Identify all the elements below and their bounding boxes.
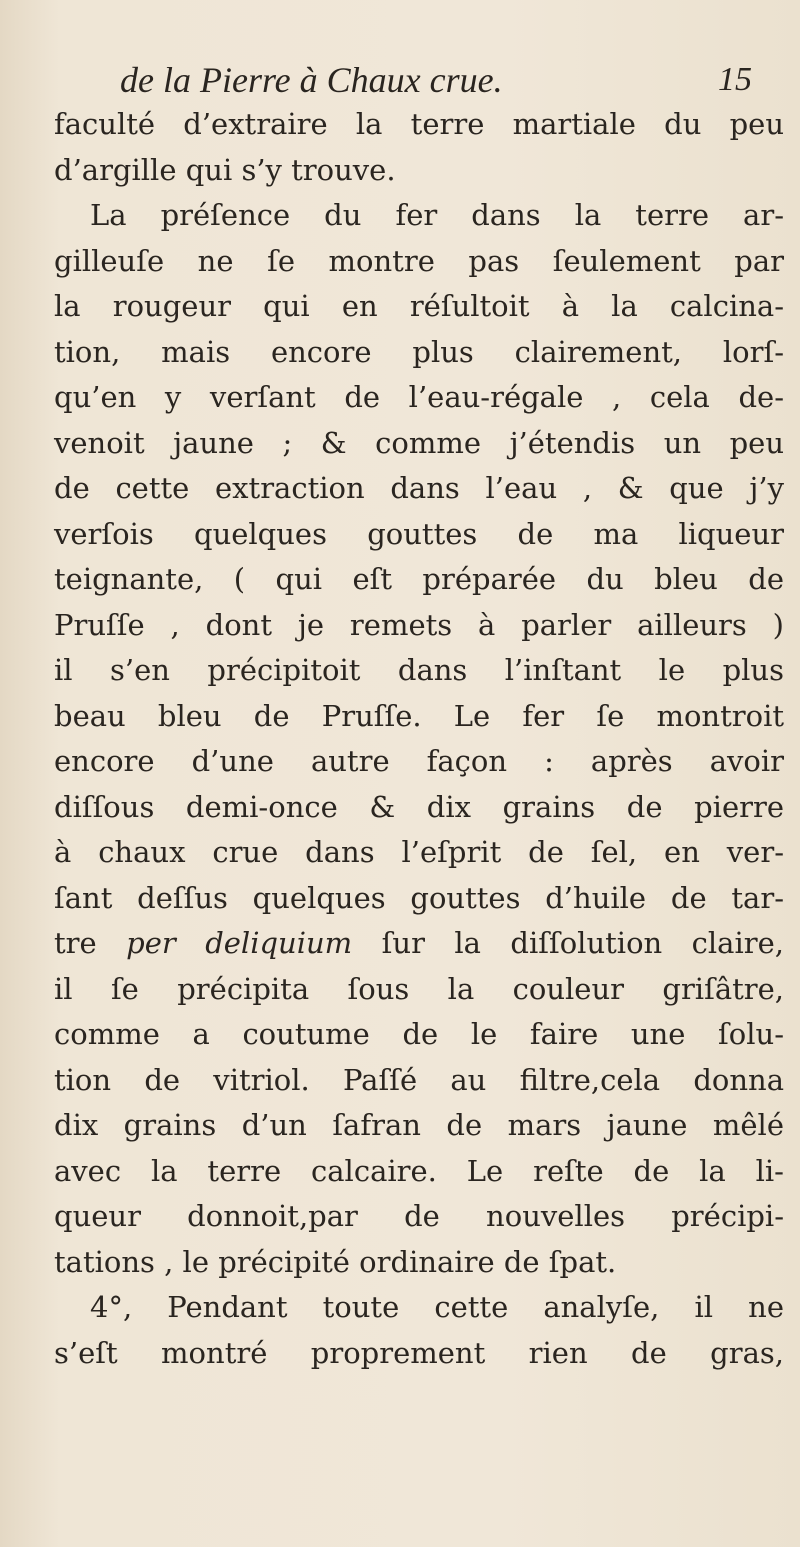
text-line: tion, mais encore plus clairement, lorſ-: [54, 334, 784, 369]
text-line: diſſous demi-once & dix grains de pierre: [54, 789, 784, 824]
text-line: encore d’une autre façon : après avoir: [54, 744, 784, 778]
text-line: queur donnoit,par de nouvelles précipi-: [54, 1199, 784, 1233]
text-line: tations , le précipité ordinaire de ſpat.: [54, 1244, 617, 1279]
text-line: dix grains d’un ſafran de mars jaune mêlé: [54, 1108, 784, 1142]
text-line: 4°, Pendant toute cette analyſe, il ne: [90, 1290, 784, 1324]
text-line: Pruſſe , dont je remets à parler ailleurs ): [54, 607, 784, 642]
text-line: beau bleu de Pruſſe. Le fer ſe montroit: [54, 698, 784, 733]
text-line: La préſence du fer dans la terre ar-: [90, 198, 784, 232]
text-line: d’argille qui s’y trouve.: [54, 152, 396, 187]
text-line: gilleuſe ne ſe montre pas ſeulement par: [54, 243, 784, 278]
running-title: de la Pierre à Chaux crue.: [120, 60, 503, 100]
body-text: [54, 102, 784, 1376]
text-line: ſant deſſus quelques gouttes d’huile de tar-: [54, 880, 784, 915]
running-head: [0, 56, 800, 104]
text-line: faculté d’extraire la terre martiale du peu: [54, 107, 784, 141]
text-line: il s’en précipitoit dans l’inſtant le plus: [54, 653, 784, 687]
text-line: de cette extraction dans l’eau , & que j’y: [54, 471, 784, 505]
text-line: tion de vitriol. Paſſé au filtre,cela donna: [54, 1062, 784, 1097]
text-segment: ſur la diſſolution claire,: [352, 926, 784, 960]
text-line: [54, 921, 784, 967]
text-line: venoit jaune ; & comme j’étendis un peu: [54, 425, 784, 460]
text-segment: tre: [54, 926, 127, 960]
text-line: teignante, ( qui eſt préparée du bleu de: [54, 562, 784, 596]
text-line: qu’en y verſant de l’eau-régale , cela de-: [54, 380, 784, 414]
text-line: s’eſt montré proprement rien de gras,: [54, 1335, 784, 1370]
text-line: avec la terre calcaire. Le reſte de la li-: [54, 1153, 784, 1188]
page-number: 15: [718, 61, 752, 98]
text-line: à chaux crue dans l’eſprit de ſel, en ver-: [54, 835, 784, 869]
text-line: verſois quelques gouttes de ma liqueur: [54, 516, 784, 551]
text-line: la rougeur qui en réſultoit à la calcina-: [54, 289, 784, 323]
text-line: il ſe précipita ſous la couleur griſâtre,: [54, 971, 784, 1006]
italic-phrase: per deliquium: [126, 926, 353, 960]
text-line: comme a coutume de le faire une ſolu-: [54, 1017, 784, 1051]
